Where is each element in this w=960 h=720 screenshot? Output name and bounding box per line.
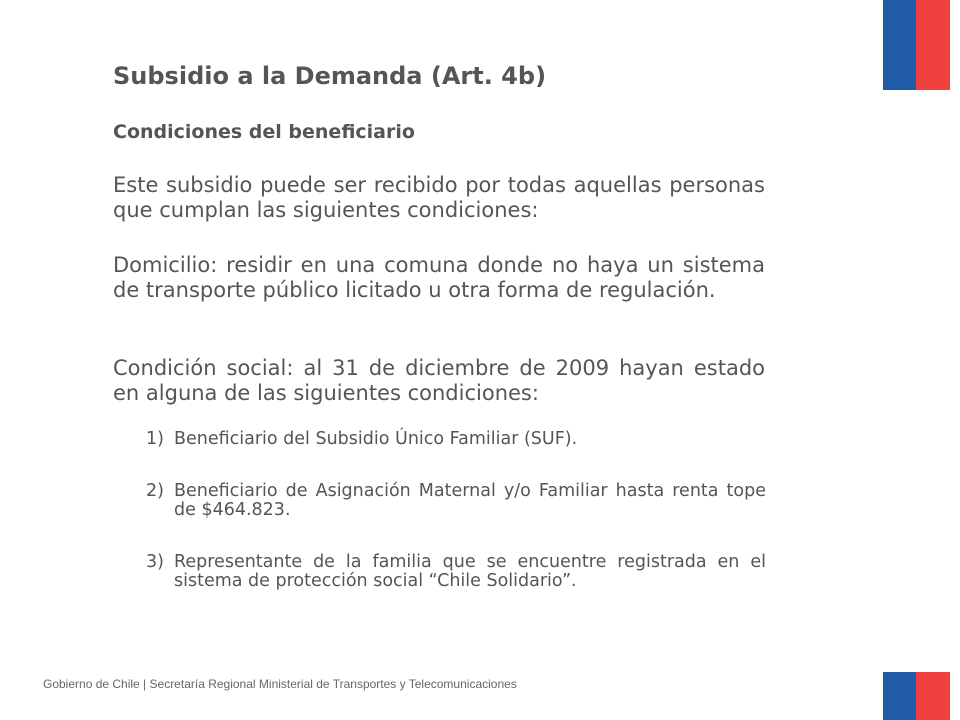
- slide-title: Subsidio a la Demanda (Art. 4b): [113, 62, 547, 90]
- domicile-paragraph: Domicilio: residir en una comuna donde no haya un sistema de transporte público licitado u otra forma de regulación.: [113, 253, 765, 302]
- condition-number: 1): [146, 429, 164, 449]
- flag-red-stripe: [916, 672, 950, 720]
- flag-red-stripe: [916, 0, 950, 90]
- condition-text: Beneficiario del Subsidio Único Familiar (SUF).: [174, 429, 578, 449]
- flag-blue-stripe: [883, 672, 916, 720]
- slide-subtitle: Condiciones del beneficiario: [113, 121, 415, 143]
- flag-logo-top: [883, 0, 950, 90]
- condition-text: Representante de la familia que se encuentre registrada en el sistema de protección social “Chile Solidario”.: [174, 552, 766, 591]
- flag-blue-stripe: [883, 0, 916, 90]
- footer-text: Gobierno de Chile | Secretaría Regional Ministerial de Transportes y Telecomunicaciones: [43, 677, 517, 691]
- intro-paragraph: Este subsidio puede ser recibido por todas aquellas personas que cumplan las siguientes condiciones:: [113, 173, 765, 222]
- condition-number: 3): [146, 552, 164, 572]
- social-condition-paragraph: Condición social: al 31 de diciembre de 2009 hayan estado en alguna de las siguientes condiciones:: [113, 356, 765, 405]
- condition-item: [146, 482, 766, 520]
- condition-item: [146, 430, 766, 449]
- flag-logo-bottom: [883, 672, 950, 720]
- condition-number: 2): [146, 481, 164, 501]
- condition-item: [146, 553, 766, 591]
- condition-text: Beneficiario de Asignación Maternal y/o Familiar hasta renta tope de $464.823.: [174, 481, 766, 520]
